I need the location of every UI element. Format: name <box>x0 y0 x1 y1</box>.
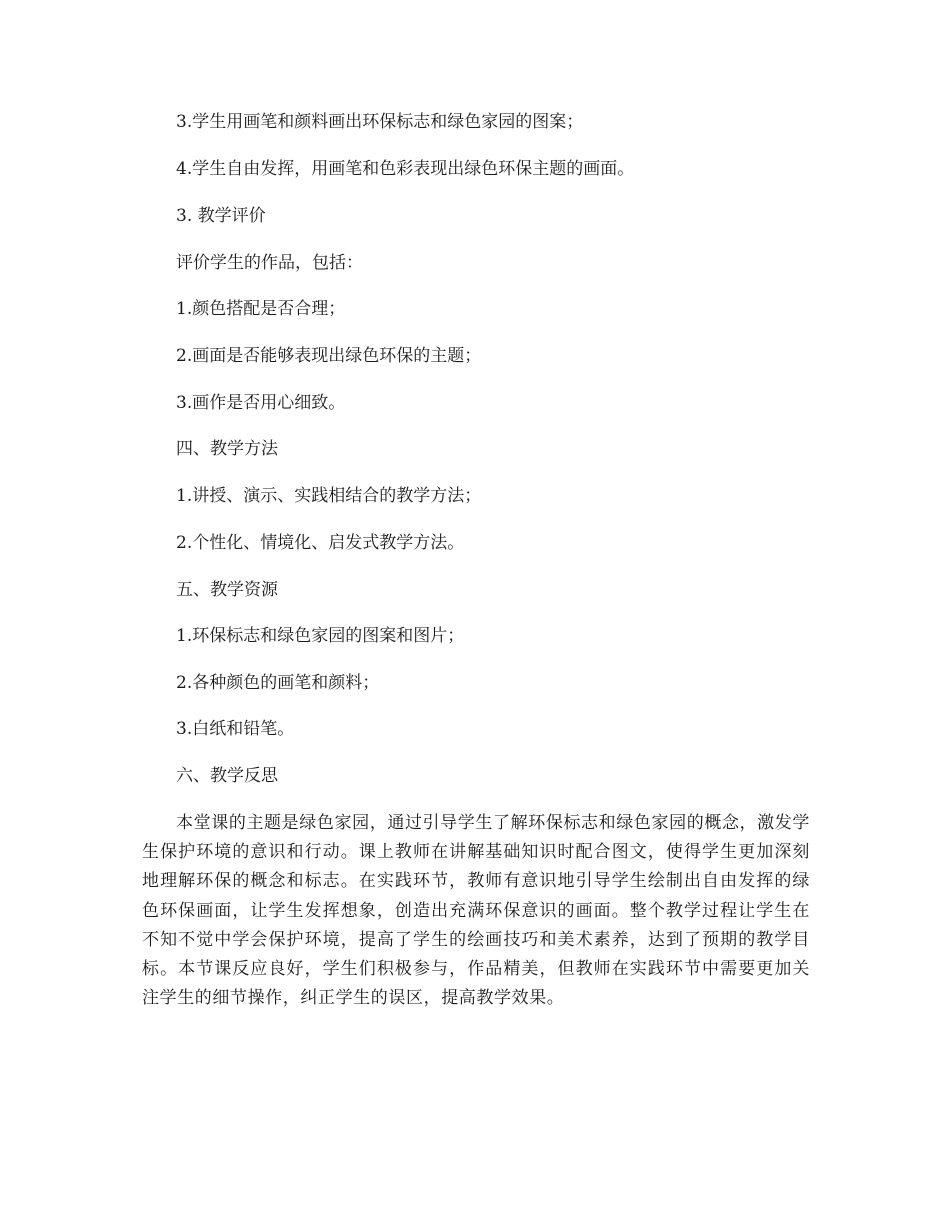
evaluation-item-2: 2.画面是否能够表现出绿色环保的主题； <box>176 346 482 366</box>
activity-step-4: 4.学生自由发挥，用画笔和色彩表现出绿色环保主题的画面。 <box>176 159 635 179</box>
evaluation-item-1: 1.颜色搭配是否合理； <box>176 299 346 319</box>
evaluation-item-3: 3.画作是否用心细致。 <box>176 393 346 413</box>
reflection-paragraph: 本堂课的主题是绿色家园，通过引导学生了解环保标志和绿色家园的概念，激发学生保护环境的意识和行动。课上教师在讲解基础知识时配合图文，使得学生更加深刻地理解环保的概念和标志。在实践环节，教师有意识地引导学生绘制出自由发挥的绿色环保画面，让学生发挥想象，创造出充满环保意识的画面。整个教学过程让学生在不知不觉中学会保护环境，提高了学生的绘画技巧和美术素养，达到了预期的教学目标。本节课反应良好，学生们积极参与，作品精美，但教师在实践环节中需要更加关注学生的细节操作，纠正学生的误区，提高教学效果。 <box>142 813 810 1009</box>
section-heading-evaluation: 3. 教学评价 <box>176 206 266 226</box>
section-heading-resources: 五、教学资源 <box>176 580 278 600</box>
section-heading-methods: 四、教学方法 <box>176 439 278 459</box>
methods-item-1: 1.讲授、演示、实践相结合的教学方法； <box>176 486 482 506</box>
resources-item-1: 1.环保标志和绿色家园的图案和图片； <box>176 626 465 646</box>
resources-item-3: 3.白纸和铅笔。 <box>176 719 295 739</box>
activity-step-3: 3.学生用画笔和颜料画出环保标志和绿色家园的图案； <box>176 112 584 132</box>
section-heading-reflection: 六、教学反思 <box>176 766 278 786</box>
methods-item-2: 2.个性化、情境化、启发式教学方法。 <box>176 533 465 553</box>
resources-item-2: 2.各种颜色的画笔和颜料； <box>176 673 380 693</box>
evaluation-intro: 评价学生的作品，包括： <box>176 253 363 273</box>
